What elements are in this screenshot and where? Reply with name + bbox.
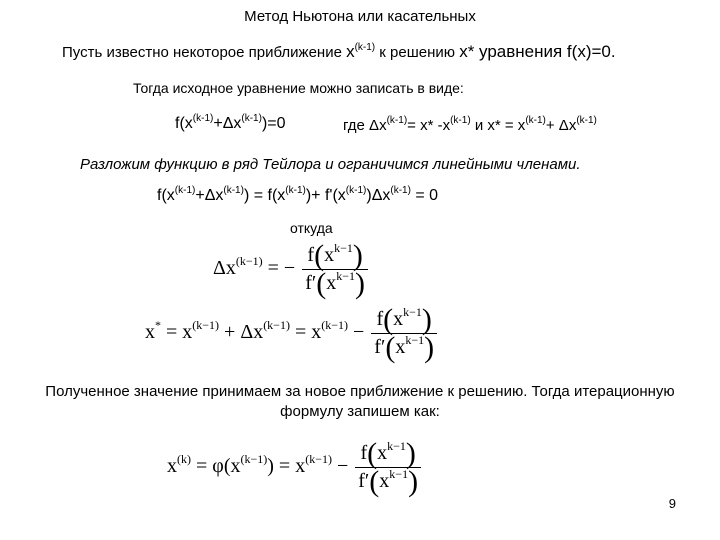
- f-part: f: [360, 442, 368, 464]
- root-fraction: $\frac{f(x^{k-1})}{f'(x^{k-1})}$: [371, 308, 437, 359]
- where-part: и x* = x: [470, 117, 526, 134]
- f-sup: *: [155, 318, 161, 333]
- f-part: −: [348, 321, 365, 344]
- eq2-sup: (k-1): [223, 185, 244, 196]
- f-sup: (k): [177, 452, 191, 467]
- f-sup: (k−1): [321, 318, 348, 333]
- otkuda-label: откуда: [290, 220, 333, 236]
- intro-equation: x* уравнения f(x)=0.: [459, 42, 616, 61]
- delta-fraction: $\frac{f(x^{k-1})}{f'(x^{k-1})}$: [302, 244, 368, 295]
- taylor-equation: [157, 187, 438, 205]
- intro-x: x: [346, 42, 355, 61]
- f-sup: k−1: [405, 333, 425, 347]
- eq2-part: )+ f'(x: [305, 187, 346, 204]
- f-part: f: [376, 308, 384, 330]
- f-part: = φ(x: [191, 455, 241, 478]
- f-sup: (k−1): [263, 318, 290, 333]
- f-part: f: [307, 244, 315, 266]
- f-part: x: [377, 442, 388, 464]
- eq1-sup: (k-1): [241, 113, 262, 124]
- eq1-part: )=0: [261, 115, 286, 132]
- where-sup: (k-1): [450, 115, 471, 126]
- f-sup: k−1: [334, 241, 353, 255]
- where-clause: [343, 117, 597, 134]
- f-part: x: [324, 244, 335, 266]
- f-part: x: [145, 321, 155, 344]
- eq2-sup: (k-1): [174, 185, 196, 196]
- intro-sup: (k-1): [354, 42, 376, 53]
- f-sup: k−1: [403, 305, 422, 319]
- eq1-part: f(x: [175, 115, 193, 132]
- f-part: f′: [374, 336, 386, 358]
- where-part: где Δx: [343, 117, 387, 134]
- eq2-part: = 0: [410, 187, 439, 204]
- f-part: = x: [161, 321, 193, 344]
- f-part: = x: [289, 321, 322, 344]
- intro-text: Пусть известно некоторое приближение: [62, 44, 347, 61]
- f-part: + Δx: [219, 321, 264, 344]
- where-sup: (k-1): [576, 115, 597, 126]
- f-part: x: [167, 455, 177, 478]
- eq2-sup: (k-1): [390, 185, 411, 196]
- f-part: ) = x: [267, 455, 306, 478]
- eq2-part: ) = f(x: [243, 187, 286, 204]
- f-sup: (k−1): [305, 452, 332, 467]
- where-part: + Δx: [545, 117, 577, 134]
- f-part: f′: [358, 470, 370, 492]
- where-part: = x* -x: [407, 117, 451, 134]
- f-part: x: [326, 272, 337, 294]
- f-part: = −: [262, 257, 296, 280]
- f-part: x: [393, 308, 404, 330]
- taylor-text: Разложим функцию в ряд Тейлора и ограничимся линейными членами.: [80, 156, 581, 173]
- intro-text-2: к решению: [375, 44, 460, 61]
- f-sup: k−1: [389, 467, 409, 481]
- page-number: 9: [668, 496, 676, 511]
- equation-intro: Тогда исходное уравнение можно записать в виде:: [133, 80, 464, 96]
- where-sup: (k-1): [525, 115, 546, 126]
- eq2-part: f(x: [157, 187, 175, 204]
- f-part: −: [331, 455, 349, 478]
- eq1-sup: (k-1): [192, 113, 214, 124]
- eq2-sup: (k-1): [285, 185, 306, 196]
- root-formula: [145, 303, 439, 364]
- eq2-part: )Δx: [366, 187, 391, 204]
- f-sup: (k−1): [240, 452, 268, 467]
- f-sup: k−1: [336, 269, 356, 283]
- where-sup: (k-1): [386, 115, 408, 126]
- eq2-sup: (k-1): [345, 185, 367, 196]
- f-part: x: [379, 470, 390, 492]
- f-sup: k−1: [387, 439, 406, 453]
- eq2-part: +Δx: [195, 187, 224, 204]
- f-sup: (k−1): [192, 318, 220, 333]
- f-part: x: [395, 336, 406, 358]
- equation-shifted: [175, 115, 286, 133]
- slide-title: Метод Ньютона или касательных: [244, 8, 476, 25]
- eq1-part: +Δx: [213, 115, 242, 132]
- intro-line: [62, 42, 616, 62]
- f-sup: (k−1): [235, 254, 263, 269]
- iteration-text: Полученное значение принимаем за новое приближение к решению. Тогда итерационную: [45, 383, 675, 400]
- iteration-formula: [167, 437, 423, 498]
- f-part: f′: [305, 272, 317, 294]
- f-part: Δx: [213, 257, 236, 280]
- iteration-fraction: $\frac{f(x^{k-1})}{f'(x^{k-1})}$: [355, 442, 421, 493]
- delta-formula: [213, 239, 370, 300]
- iteration-text-2: формулу запишем как:: [280, 403, 440, 420]
